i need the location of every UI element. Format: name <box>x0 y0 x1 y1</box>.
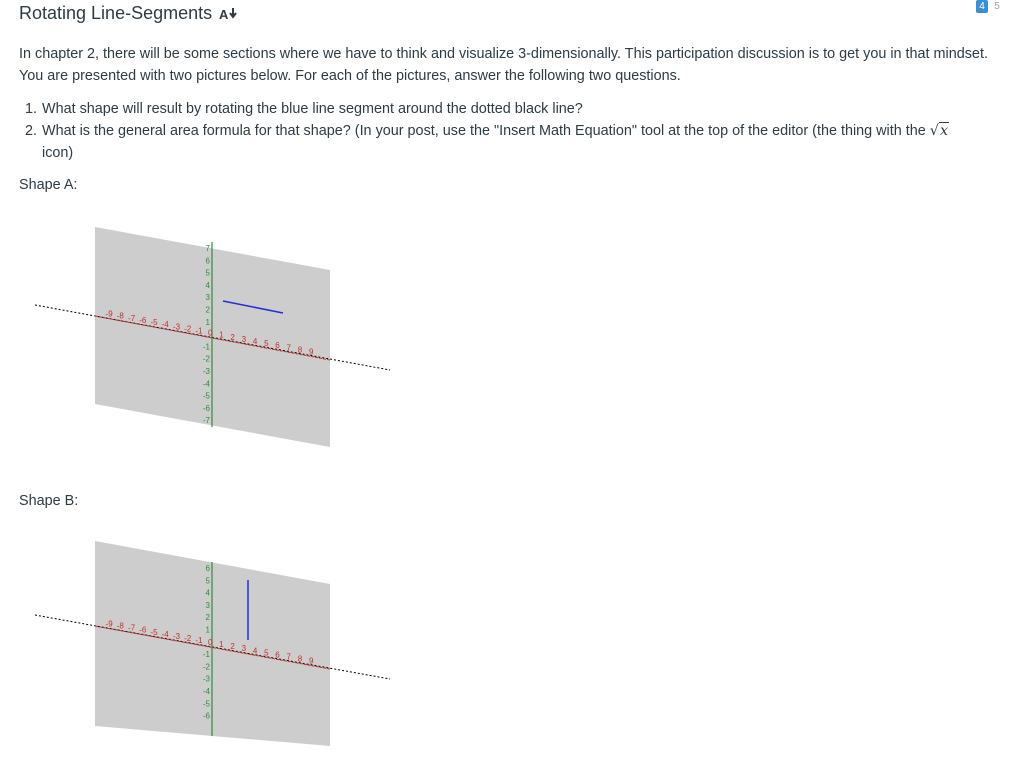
y-tick-label: -4 <box>202 687 210 696</box>
x-tick-label: 5 <box>264 648 269 658</box>
x-tick-label: -5 <box>150 318 158 327</box>
y-tick-label: 7 <box>205 244 210 253</box>
x-tick-label: 7 <box>286 343 291 353</box>
y-tick-label: 5 <box>205 268 210 278</box>
shape-b-graph <box>30 536 400 776</box>
page-5[interactable]: 5 <box>994 1 1000 12</box>
question-number: 2. <box>25 123 38 139</box>
x-tick-label: -9 <box>105 309 113 319</box>
x-tick-label: -3 <box>172 631 181 641</box>
x-tick-label: 8 <box>297 345 303 355</box>
intro-text: In chapter 2, there will be some sections where we have to think and visualize 3-dimensionally. This participation discussion is to get you in that mindset. You are presented with two pictures below. For each of the pictures, answer the following two questions. <box>19 46 988 84</box>
y-tick-label: 1 <box>205 625 210 635</box>
question-text: What shape will result by rotating the blue line segment around the dotted black line? <box>42 101 583 117</box>
y-tick-label: 1 <box>205 317 210 327</box>
x-tick-label: 9 <box>308 347 314 357</box>
y-tick-label: -1 <box>202 342 210 352</box>
page-indicator <box>976 0 1003 13</box>
y-tick-label: -1 <box>202 650 210 660</box>
x-tick-label: 0 <box>207 328 213 338</box>
y-tick-label: -6 <box>202 711 210 721</box>
y-tick-label: 5 <box>205 576 210 586</box>
x-tick-label: 4 <box>252 337 258 346</box>
x-tick-label: -6 <box>139 625 147 635</box>
x-tick-label: 4 <box>252 646 258 656</box>
question-text: What is the general area formula for that shape? (In your post, use the "Insert Math Equation" tool at the top of the editor (the thing with the <box>42 123 926 139</box>
shape-b-label: Shape B: <box>19 493 79 509</box>
x-tick-label: 1 <box>219 640 224 650</box>
x-tick-label: 6 <box>275 341 280 351</box>
svg-text:A: A <box>219 6 229 22</box>
y-tick-label: -2 <box>202 662 210 672</box>
title-row <box>19 3 239 24</box>
y-tick-label: -7 <box>202 416 210 426</box>
y-tick-label: -5 <box>202 699 210 709</box>
x-tick-label: -2 <box>184 324 192 334</box>
y-tick-label: -3 <box>202 674 210 684</box>
x-tick-label: -4 <box>161 629 169 639</box>
y-tick-label: -2 <box>202 354 210 364</box>
y-tick-label: 3 <box>205 293 210 303</box>
question-2 <box>19 120 1014 164</box>
question-list <box>19 98 1014 164</box>
x-tick-label: -2 <box>184 634 192 643</box>
x-tick-label: -1 <box>195 326 203 336</box>
x-tick-label: -4 <box>161 320 169 330</box>
x-tick-label: 5 <box>264 339 269 349</box>
question-number: 1. <box>25 101 38 117</box>
page-4[interactable]: 4 <box>976 0 988 13</box>
y-tick-label: 4 <box>205 588 210 598</box>
y-tick-label: 2 <box>205 305 210 315</box>
x-tick-label: -5 <box>150 627 158 637</box>
x-tick-label: 6 <box>275 650 280 660</box>
y-tick-label: 2 <box>205 613 210 623</box>
page-title: Rotating Line-Segments <box>19 3 213 23</box>
sqrt-x-icon: √x <box>929 123 949 139</box>
x-tick-label: 3 <box>241 644 247 654</box>
translate-icon[interactable] <box>219 6 239 22</box>
y-tick-label: -5 <box>202 391 210 401</box>
x-tick-label: 9 <box>308 656 314 666</box>
shape-a-label: Shape A: <box>19 177 78 193</box>
x-tick-label: 8 <box>297 654 303 664</box>
x-tick-label: 2 <box>230 332 235 342</box>
shape-a-graph <box>30 222 400 462</box>
x-tick-label: -8 <box>116 621 124 631</box>
x-tick-label: -6 <box>139 315 147 325</box>
x-tick-label: -7 <box>128 313 136 323</box>
y-tick-label: -6 <box>202 403 210 413</box>
x-tick-label: 0 <box>207 638 213 648</box>
x-tick-label: -9 <box>105 619 113 629</box>
x-tick-label: -7 <box>128 623 136 633</box>
y-tick-label: 6 <box>205 256 210 266</box>
x-tick-label: 1 <box>219 330 224 340</box>
x-tick-label: -8 <box>116 311 124 321</box>
x-tick-label: 3 <box>241 334 247 344</box>
question-text-end: icon) <box>42 145 74 161</box>
x-tick-label: -3 <box>172 322 181 332</box>
y-tick-label: -3 <box>202 367 210 376</box>
x-tick-label: -1 <box>195 636 203 645</box>
y-tick-label: 3 <box>205 600 210 610</box>
y-tick-label: -4 <box>202 379 210 389</box>
y-tick-label: 4 <box>205 280 210 290</box>
y-tick-label: 6 <box>205 564 210 573</box>
x-tick-label: 7 <box>286 652 291 662</box>
question-1 <box>19 98 1014 120</box>
x-tick-label: 2 <box>230 642 235 652</box>
